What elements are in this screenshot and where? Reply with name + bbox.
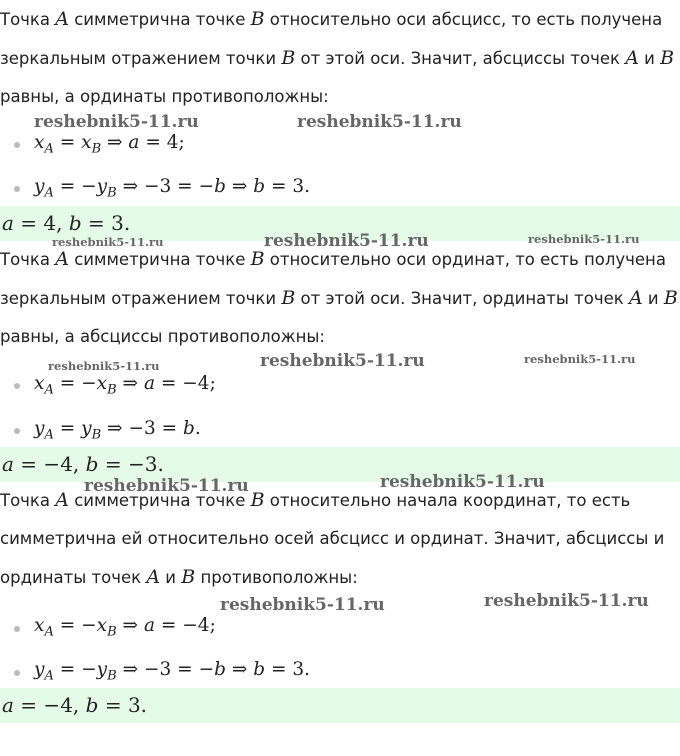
text-segment: и (642, 289, 664, 308)
bullet-dot (14, 428, 20, 434)
text-segment: ординаты точек (0, 568, 147, 587)
text-segment: равны, а абсциссы противоположны: (0, 327, 325, 346)
math-variable: A (55, 8, 69, 30)
watermark-text: reshebnik5-11.ru (297, 112, 462, 132)
bullet-dot (14, 670, 20, 676)
text-segment: зеркальным отражением точки (0, 49, 282, 68)
watermark-text: reshebnik5-11.ru (380, 472, 545, 492)
math-variable: A (55, 489, 69, 511)
text-segment: симметрична точке (68, 250, 251, 269)
formula-2-2: $y_A = y_B$ ⇒ −3 = b. (34, 418, 201, 443)
watermark-text: reshebnik5-11.ru (84, 476, 249, 496)
text-segment: и (160, 568, 182, 587)
math-variable: B (281, 47, 296, 69)
math-variable: A (628, 287, 643, 309)
math-variable: B (281, 287, 296, 309)
paragraph-line (0, 78, 680, 116)
watermark-text: reshebnik5-11.ru (220, 595, 385, 615)
answer-section-1: a = 4, b = 3. (0, 206, 680, 241)
text-segment: относительно оси абсцисс, то есть получена (264, 10, 663, 29)
math-variable: A (625, 47, 639, 69)
text-segment: относительно начала координат, то есть (264, 491, 631, 510)
formula-2-1: $x_A = -x_B$ ⇒ a = −4; (34, 373, 216, 398)
paragraph-section-2 (0, 240, 680, 356)
paragraph-line (0, 558, 680, 597)
math-variable: B (250, 8, 265, 30)
bullet-dot (14, 142, 20, 148)
text-segment: относительно оси ординат, то есть получена (264, 250, 666, 269)
watermark-text: reshebnik5-11.ru (52, 235, 164, 249)
math-variable: A (55, 248, 69, 270)
paragraph-line (0, 39, 680, 78)
paragraph-line (0, 0, 680, 39)
watermark-text: reshebnik5-11.ru (48, 359, 160, 373)
bullet-dot (14, 626, 20, 632)
text-segment: от этой оси. Значит, абсциссы точек (295, 49, 626, 68)
text-segment: симметрична ей относительно осей абсцисс и ординат. Значит, абсциссы и (0, 529, 665, 548)
paragraph-line (0, 520, 680, 558)
paragraph-line (0, 240, 680, 279)
formula-1-1: $x_A = x_B$ ⇒ a = 4; (34, 132, 185, 157)
paragraph-line (0, 279, 680, 318)
watermark-text: reshebnik5-11.ru (528, 232, 640, 246)
text-segment: симметрична точке (68, 10, 251, 29)
watermark-text: reshebnik5-11.ru (524, 352, 636, 366)
bullet-dot (14, 186, 20, 192)
formula-3-2: $y_A = -y_B$ ⇒ −3 = −b ⇒ b = 3. (34, 659, 311, 684)
watermark-text: reshebnik5-11.ru (260, 351, 425, 371)
watermark-text: reshebnik5-11.ru (264, 231, 429, 251)
bullet-dot (14, 383, 20, 389)
text-segment: и (638, 49, 661, 68)
paragraph-section-1 (0, 0, 680, 116)
text-segment: от этой оси. Значит, ординаты точек (295, 289, 629, 308)
answer-section-3: a = −4, b = 3. (0, 688, 680, 723)
text-segment: Точка (0, 10, 56, 29)
math-variable: B (250, 248, 265, 270)
text-segment: Точка (0, 250, 56, 269)
watermark-text: reshebnik5-11.ru (484, 591, 649, 611)
math-variable: B (660, 47, 675, 69)
answer-section-2: a = −4, b = −3. (0, 447, 680, 482)
paragraph-line (0, 481, 680, 520)
formula-1-2: $y_A = -y_B$ ⇒ −3 = −b ⇒ b = 3. (34, 176, 311, 201)
math-variable: B (663, 287, 678, 309)
text-segment: противоположны: (195, 568, 358, 587)
text-segment: Точка (0, 491, 56, 510)
math-variable: B (181, 566, 196, 588)
watermark-text: reshebnik5-11.ru (34, 112, 199, 132)
math-variable: B (250, 489, 265, 511)
text-segment: зеркальным отражением точки (0, 289, 282, 308)
paragraph-line (0, 318, 680, 356)
formula-3-1: $x_A = -x_B$ ⇒ a = −4; (34, 615, 216, 640)
text-segment: равны, а ординаты противоположны: (0, 87, 329, 106)
paragraph-section-3 (0, 481, 680, 597)
math-variable: A (146, 566, 161, 588)
text-segment: симметрична точке (68, 491, 251, 510)
